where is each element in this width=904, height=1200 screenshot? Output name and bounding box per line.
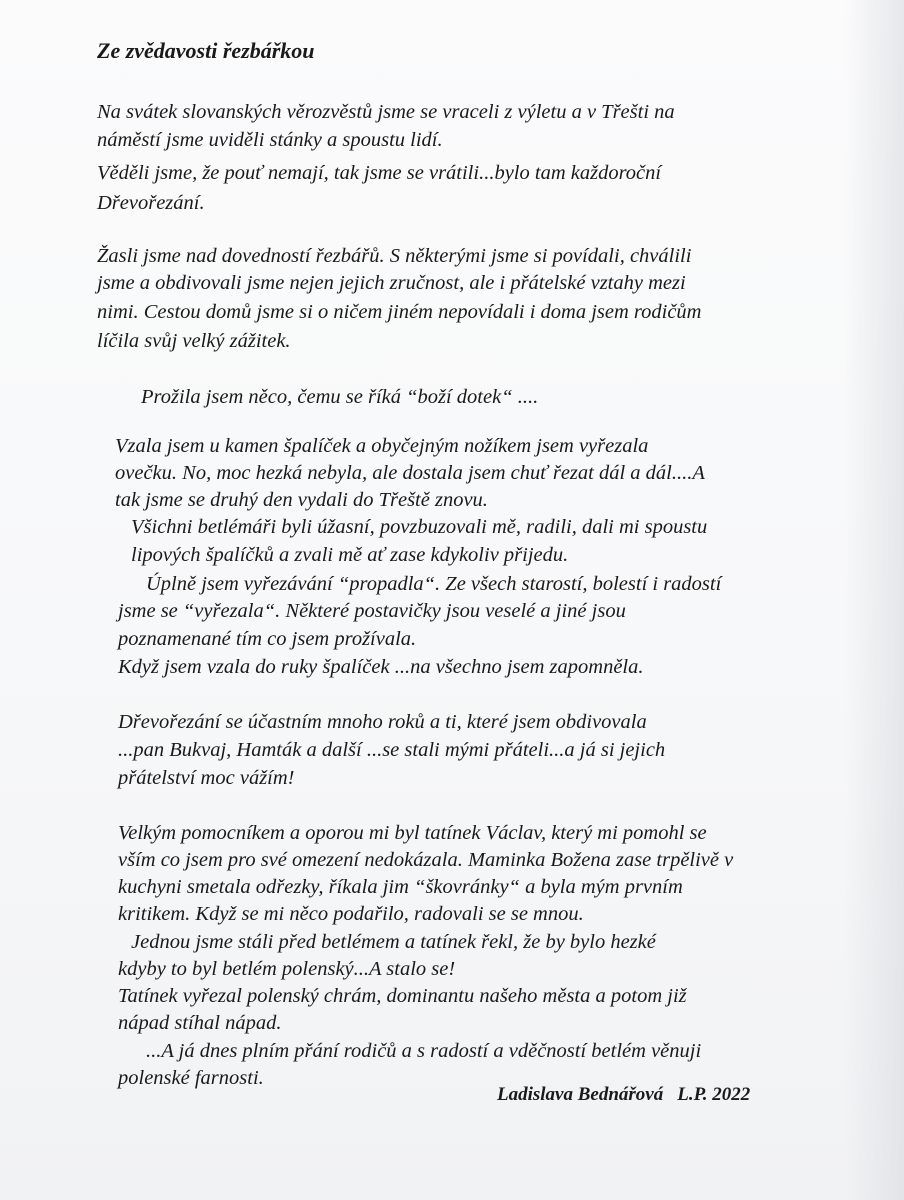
document-title: Ze zvědavosti řezbářkou [97, 38, 315, 63]
text-line: kuchyni smetala odřezky, říkala jim “škovránky“ a byla mým prvním [118, 876, 683, 898]
text-line: vším co jsem pro své omezení nedokázala. Maminka Božena zase trpělivě v [118, 849, 734, 871]
text-line: Dřevořezání. [97, 192, 205, 214]
text-line: náměstí jsme uviděli stánky a spoustu lidí. [97, 129, 443, 151]
text-line: jsme a obdivovali jsme nejen jejich zručnost, ale i přátelské vztahy mezi [97, 272, 686, 294]
text-line: polenské farnosti. [118, 1067, 264, 1089]
text-line: nápad stíhal nápad. [118, 1012, 282, 1034]
text-line: tak jsme se druhý den vydali do Třeště znovu. [115, 489, 488, 511]
text-line: kritikem. Když se mi něco podařilo, radovali se se mnou. [118, 903, 584, 925]
text-line: ...pan Bukvaj, Hamták a další ...se stali mými přáteli...a já si jejich [118, 739, 666, 761]
text-line: jsme se “vyřezala“. Některé postavičky jsou veselé a jiné jsou [118, 600, 626, 622]
page-shadow [844, 0, 904, 1200]
text-line: Žasli jsme nad dovedností řezbářů. S některými jsme si povídali, chválili [97, 245, 692, 267]
text-line: Úplně jsem vyřezávání “propadla“. Ze všech starostí, bolestí i radostí [146, 573, 722, 595]
text-line: líčila svůj velký zážitek. [97, 330, 291, 352]
text-line: kdyby to byl betlém polenský...A stalo se! [118, 958, 456, 980]
text-line: nimi. Cestou domů jsme si o ničem jiném nepovídali i doma jsem rodičům [97, 301, 702, 323]
text-line: Tatínek vyřezal polenský chrám, dominantu našeho města a potom již [118, 985, 687, 1007]
text-line: ovečku. No, moc hezká nebyla, ale dostala jsem chuť řezat dál a dál....A [115, 462, 705, 484]
text-line: přátelství moc vážím! [118, 767, 295, 789]
text-line: poznamenané tím co jsem prožívala. [118, 628, 417, 650]
text-line: Když jsem vzala do ruky špalíček ...na všechno jsem zapomněla. [118, 656, 644, 678]
text-line: ...A já dnes plním přání rodičů a s radostí a vděčností betlém věnuji [146, 1040, 702, 1062]
text-line: Jednou jsme stáli před betlémem a tatínek řekl, že by bylo hezké [131, 931, 656, 953]
text-line: Vzala jsem u kamen špalíček a obyčejným nožíkem jsem vyřezala [115, 435, 649, 457]
text-line: lipových špalíčků a zvali mě ať zase kdykoliv přijedu. [131, 544, 569, 566]
text-line: Všichni betlémáři byli úžasní, povzbuzovali mě, radili, dali mi spoustu [131, 516, 708, 538]
text-line: Prožila jsem něco, čemu se říká “boží dotek“ .... [141, 386, 539, 408]
text-line: Velkým pomocníkem a oporou mi byl tatínek Václav, který mi pomohl se [118, 822, 707, 844]
signature-date: L.P. 2022 [677, 1084, 751, 1105]
author-name: Ladislava Bednářová [497, 1084, 664, 1105]
text-line: Věděli jsme, že pouť nemají, tak jsme se vrátili...bylo tam každoroční [97, 162, 662, 184]
text-line: Na svátek slovanských věrozvěstů jsme se vraceli z výletu a v Třešti na [97, 101, 675, 123]
signature-block [497, 1085, 750, 1104]
text-line: Dřevořezání se účastním mnoho roků a ti, které jsem obdivovala [118, 711, 647, 733]
